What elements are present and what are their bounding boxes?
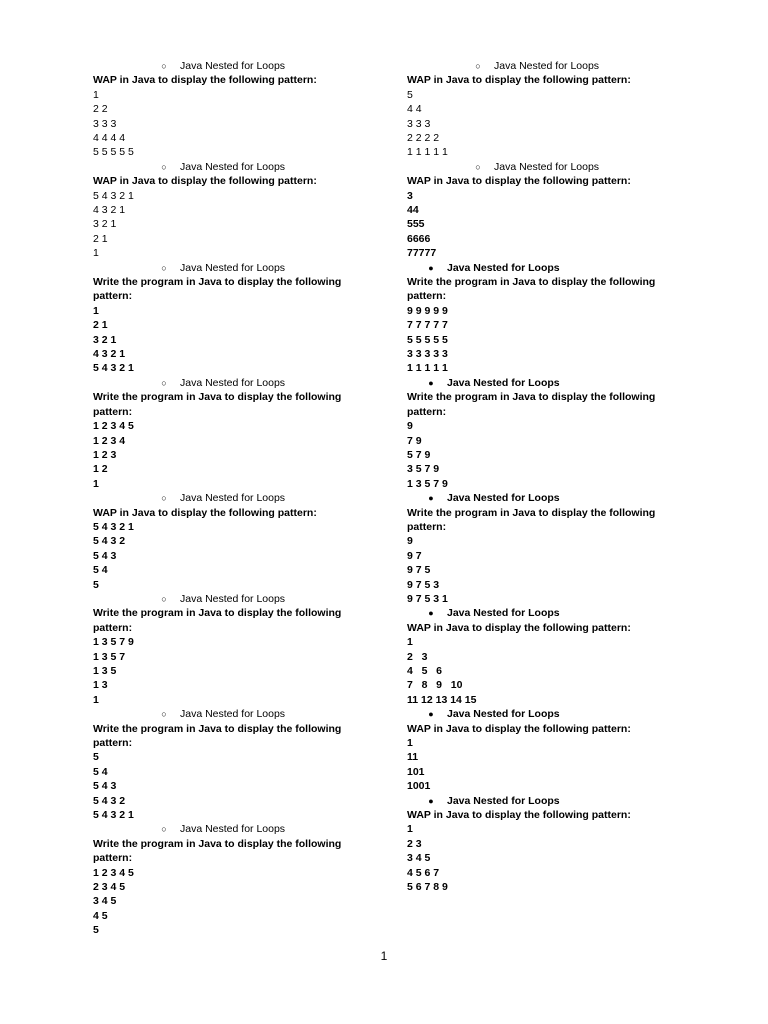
pattern-line: 5 4 3 2 1: [93, 189, 134, 202]
exercise-heading: [407, 794, 667, 808]
pattern-line: 555: [407, 218, 425, 231]
pattern-line: 5 5 5 5 5: [407, 333, 448, 346]
heading-text: Java Nested for Loops: [447, 607, 560, 620]
pattern-line: 9 7 5 3: [407, 578, 440, 591]
pattern-line: 5 5 5 5 5: [93, 146, 134, 159]
heading-text: Java Nested for Loops: [447, 261, 560, 274]
exercise-block: [407, 59, 667, 160]
pattern-line: 7 7 7 7 7: [407, 319, 448, 332]
heading-text: Java Nested for Loops: [180, 492, 286, 505]
heading-text: Java Nested for Loops: [180, 160, 286, 173]
pattern-line: 1: [93, 693, 99, 706]
pattern-line: 1: [93, 247, 99, 260]
exercise-block: [93, 707, 343, 822]
pattern-line: 5 6 7 8 9: [407, 881, 448, 894]
pattern-line: 3: [407, 189, 413, 202]
pattern-line: 5 4 3 2 1: [93, 362, 134, 375]
pattern-line: 7 8 9 10: [407, 679, 463, 692]
pattern-line: 1 2: [93, 463, 108, 476]
exercise-question: Write the program in Java to display the following pattern:: [407, 506, 656, 533]
heading-text: Java Nested for Loops: [447, 492, 560, 505]
exercise-heading: [407, 707, 667, 721]
exercise-question: Write the program in Java to display the following pattern:: [407, 391, 656, 418]
pattern-line: 5 4 3 2 1: [93, 809, 134, 822]
hollow-bullet-icon: ○: [475, 161, 481, 172]
exercise-question: WAP in Java to display the following pattern:: [407, 175, 631, 188]
left-column: [93, 59, 343, 938]
exercise-heading: [93, 160, 343, 174]
page-number: 1: [380, 949, 388, 963]
pattern-line: 3 2 1: [93, 333, 117, 346]
exercise-heading: [407, 376, 667, 390]
pattern-line: 11: [407, 751, 419, 764]
hollow-bullet-icon: ○: [161, 377, 167, 388]
exercise-heading: [93, 707, 343, 721]
pattern-line: 9: [407, 420, 413, 433]
hollow-bullet-icon: ○: [161, 493, 167, 504]
filled-bullet-icon: ●: [428, 709, 434, 720]
pattern-line: 5: [93, 751, 99, 764]
heading-text: Java Nested for Loops: [447, 794, 560, 807]
exercise-block: [93, 160, 343, 261]
pattern-line: 1 2 3 4: [93, 434, 126, 447]
pattern-line: 4 5 6 7: [407, 866, 440, 879]
exercise-question: Write the program in Java to display the following pattern:: [93, 607, 342, 634]
exercise-question: Write the program in Java to display the following pattern:: [407, 276, 656, 303]
exercise-heading: [93, 376, 343, 390]
pattern-line: 2 1: [93, 232, 108, 245]
exercise-question: WAP in Java to display the following pattern:: [407, 74, 631, 87]
exercise-block: [407, 261, 667, 376]
heading-text: Java Nested for Loops: [180, 60, 286, 72]
pattern-line: 2 1: [93, 319, 108, 332]
pattern-line: 3 5 7 9: [407, 463, 440, 476]
filled-bullet-icon: ●: [428, 795, 434, 806]
exercise-question: WAP in Java to display the following pattern:: [93, 506, 317, 519]
hollow-bullet-icon: ○: [161, 161, 167, 172]
heading-text: Java Nested for Loops: [447, 376, 560, 389]
pattern-line: 9 9 9 9 9: [407, 304, 448, 317]
pattern-line: 1 3 5 7 9: [93, 636, 134, 649]
exercise-heading: [407, 59, 667, 73]
exercise-heading: [93, 592, 343, 606]
exercise-heading: [93, 822, 343, 836]
heading-text: Java Nested for Loops: [180, 708, 286, 721]
exercise-question: WAP in Java to display the following pattern:: [93, 74, 317, 87]
pattern-line: 1: [93, 477, 99, 490]
pattern-line: 1: [407, 736, 413, 749]
pattern-line: 1 3 5 7: [93, 650, 126, 663]
pattern-line: 11 12 13 14 15: [407, 693, 477, 706]
pattern-line: 4 3 2 1: [93, 348, 126, 361]
hollow-bullet-icon: ○: [475, 61, 481, 71]
exercise-block: [407, 376, 667, 491]
heading-text: Java Nested for Loops: [494, 60, 600, 72]
exercise-block: [93, 822, 343, 937]
pattern-line: 9 7 5 3 1: [407, 592, 448, 605]
filled-bullet-icon: ●: [428, 377, 434, 388]
exercise-block: [93, 592, 343, 707]
exercise-question: Write the program in Java to display the following pattern:: [93, 722, 342, 749]
pattern-line: 101: [407, 765, 425, 778]
exercise-block: [407, 160, 667, 261]
pattern-line: 5: [93, 924, 99, 937]
pattern-line: 1: [93, 304, 99, 317]
filled-bullet-icon: ●: [428, 493, 434, 504]
hollow-bullet-icon: ○: [161, 593, 167, 604]
pattern-line: 5 4 3 2: [93, 535, 126, 548]
pattern-line: 44: [407, 204, 419, 217]
pattern-line: 5 4: [93, 564, 108, 577]
hollow-bullet-icon: ○: [161, 824, 167, 835]
pattern-line: 3 3 3 3 3: [407, 348, 448, 361]
pattern-line: 9 7: [407, 549, 422, 562]
exercise-block: [407, 794, 667, 895]
exercise-question: Write the program in Java to display the following pattern:: [93, 837, 342, 865]
pattern-line: 4 3 2 1: [93, 204, 126, 217]
pattern-line: 1 2 3: [93, 448, 117, 461]
pattern-line: 5 4: [93, 765, 108, 778]
pattern-line: 5 7 9: [407, 448, 431, 461]
exercise-heading: [93, 59, 343, 73]
heading-text: Java Nested for Loops: [180, 823, 286, 836]
exercise-question: WAP in Java to display the following pattern:: [407, 809, 631, 821]
pattern-line: 5: [407, 88, 413, 101]
pattern-line: 7 9: [407, 434, 422, 447]
right-column: [407, 59, 667, 894]
hollow-bullet-icon: ○: [161, 262, 167, 273]
pattern-line: 4 5 6: [407, 664, 443, 677]
pattern-line: 3 3 3: [407, 117, 431, 130]
pattern-line: 5: [93, 578, 99, 591]
pattern-line: 2 3: [407, 837, 422, 850]
exercise-question: WAP in Java to display the following pattern:: [407, 722, 631, 735]
exercise-question: WAP in Java to display the following pattern:: [93, 175, 317, 188]
exercise-heading: [93, 261, 343, 275]
pattern-line: 2 2 2 2: [407, 132, 440, 145]
pattern-line: 9: [407, 535, 413, 548]
pattern-line: 5 4 3: [93, 780, 117, 793]
filled-bullet-icon: ●: [428, 608, 434, 619]
pattern-line: 2 2: [93, 103, 108, 116]
exercise-block: [407, 491, 667, 606]
exercise-block: [93, 491, 343, 592]
pattern-line: 5 4 3: [93, 549, 117, 562]
exercise-heading: [93, 491, 343, 505]
hollow-bullet-icon: ○: [161, 709, 167, 720]
pattern-line: 77777: [407, 247, 437, 260]
pattern-line: 4 5: [93, 909, 108, 922]
exercise-question: Write the program in Java to display the following pattern:: [93, 276, 342, 303]
pattern-line: 1 1 1 1 1: [407, 146, 448, 159]
pattern-line: 2 3: [407, 650, 428, 663]
pattern-line: 1 3 5 7 9: [407, 477, 448, 490]
pattern-line: 1: [407, 636, 413, 649]
pattern-line: 4 4 4 4: [93, 132, 126, 145]
pattern-line: 9 7 5: [407, 564, 431, 577]
pattern-line: 3 3 3: [93, 117, 117, 130]
heading-text: Java Nested for Loops: [180, 592, 286, 605]
pattern-line: 2 3 4 5: [93, 881, 126, 894]
exercise-block: [407, 707, 667, 793]
exercise-heading: [407, 261, 667, 275]
pattern-line: 1 1 1 1 1: [407, 362, 448, 375]
pattern-line: 3 4 5: [93, 895, 117, 908]
pattern-line: 5 4 3 2: [93, 794, 126, 807]
pattern-line: 3 4 5: [407, 852, 431, 865]
exercise-block: [407, 606, 667, 707]
pattern-line: 6666: [407, 232, 431, 245]
exercise-block: [93, 261, 343, 376]
pattern-line: 1 3 5: [93, 664, 117, 677]
heading-text: Java Nested for Loops: [180, 376, 286, 389]
pattern-line: 1 2 3 4 5: [93, 420, 134, 433]
exercise-block: [93, 376, 343, 491]
pattern-line: 1 2 3 4 5: [93, 866, 134, 879]
pattern-line: 1001: [407, 780, 431, 793]
pattern-line: 1: [407, 823, 413, 836]
pattern-line: 3 2 1: [93, 218, 117, 231]
hollow-bullet-icon: ○: [161, 61, 167, 71]
exercise-heading: [407, 491, 667, 505]
pattern-line: 5 4 3 2 1: [93, 520, 134, 533]
exercise-block: [93, 59, 343, 160]
pattern-line: 4 4: [407, 103, 422, 116]
exercise-question: WAP in Java to display the following pattern:: [407, 621, 631, 634]
exercise-heading: [407, 160, 667, 174]
pattern-line: 1: [93, 88, 99, 101]
exercise-question: Write the program in Java to display the following pattern:: [93, 391, 342, 418]
exercise-heading: [407, 606, 667, 620]
heading-text: Java Nested for Loops: [180, 261, 286, 274]
filled-bullet-icon: ●: [428, 262, 434, 273]
heading-text: Java Nested for Loops: [494, 160, 600, 173]
pattern-line: 1 3: [93, 679, 108, 692]
heading-text: Java Nested for Loops: [447, 708, 560, 721]
